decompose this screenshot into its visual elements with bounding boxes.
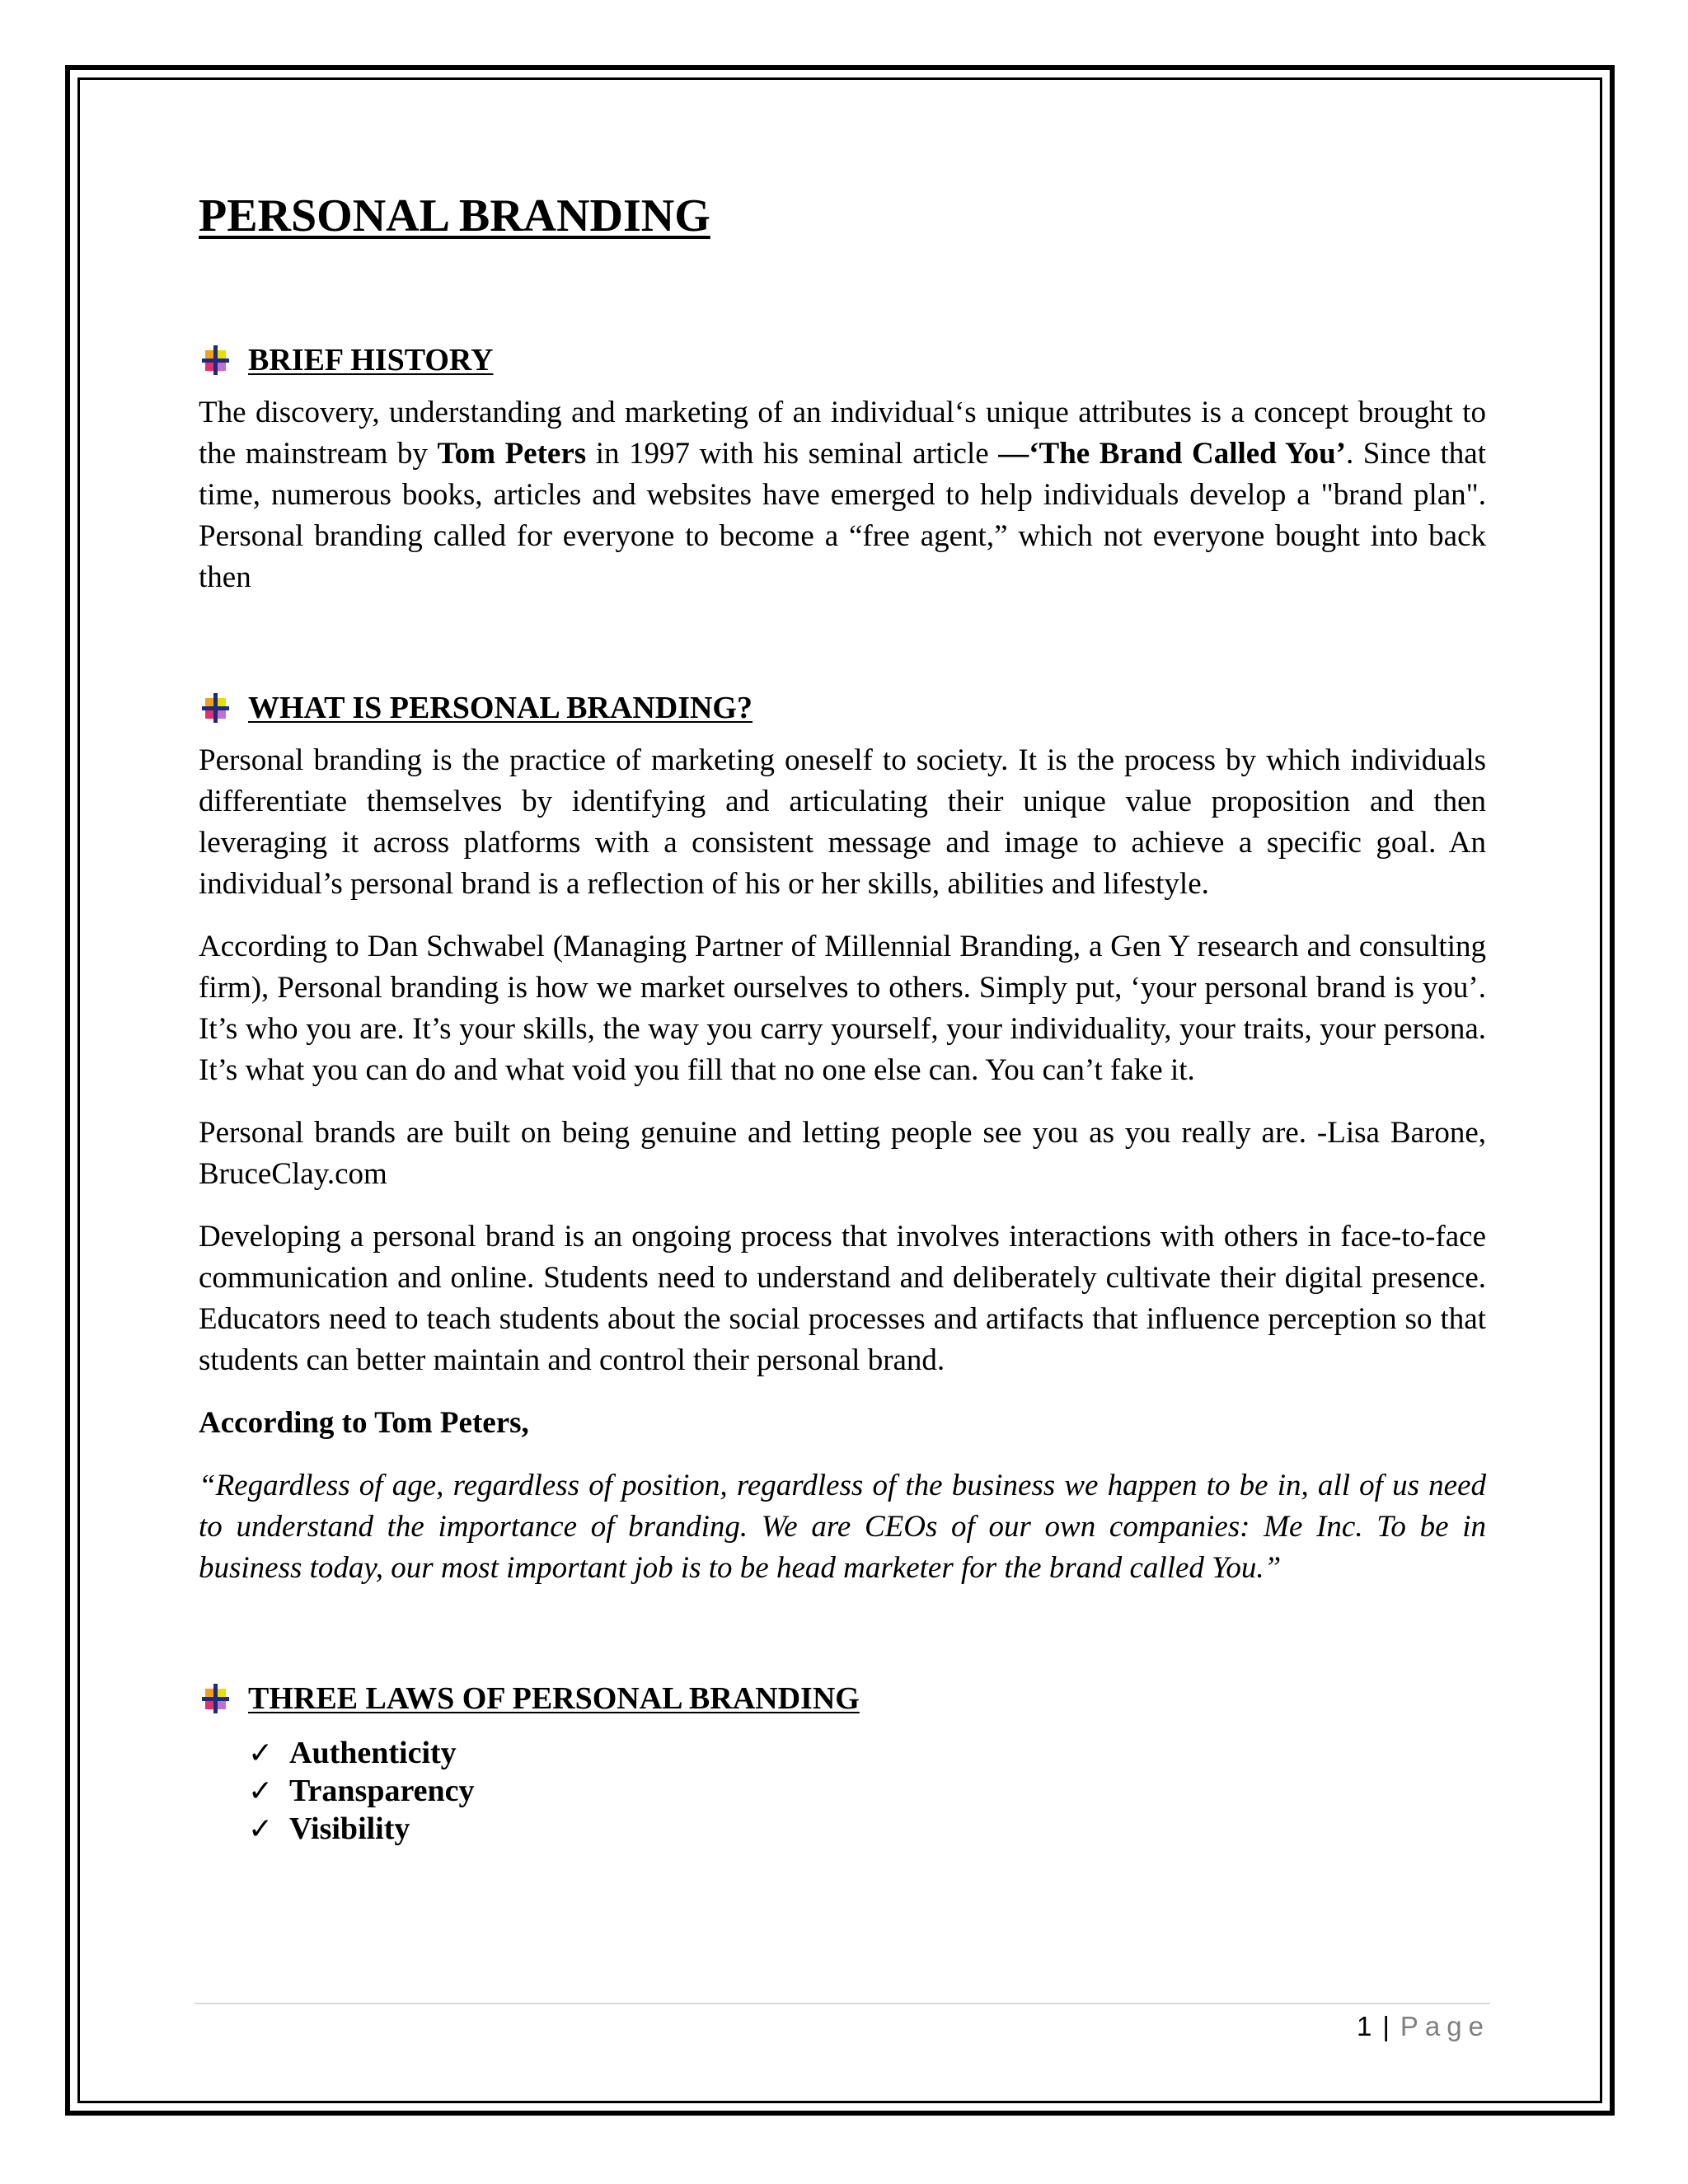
section-heading-what	[199, 687, 1486, 729]
laws-list	[199, 1734, 1486, 1848]
history-author: Tom Peters	[437, 437, 587, 471]
tom-peters-quote: “Regardless of age, regardless of position, regardless of the business we happen to be in, all of us need to understand the importance of branding. We are CEOs of our own companies: Me Inc. To be in business today, our most important job is to be head marketer for the brand called You.”	[199, 1469, 1486, 1586]
quote-intro: According to Tom Peters,	[199, 1406, 529, 1441]
section-heading-label: BRIEF HISTORY	[248, 343, 494, 378]
check-mark-icon: ✓	[248, 1812, 274, 1846]
what-paragraph-4: Developing a personal brand is an ongoing process that involves interactions with others in face-to-face communication and online. Students need to understand and deliberately cultivate their digital presence. Educators need to teach students about the social processes and artifacts that influence perception so that students can better maintain and control their personal brand.	[199, 1220, 1486, 1378]
list-item	[248, 1734, 1486, 1772]
section-heading-label: THREE LAWS OF PERSONAL BRANDING	[248, 1681, 860, 1717]
section-heading-history	[199, 340, 1486, 381]
law-label: Transparency	[289, 1774, 475, 1809]
law-label: Visibility	[289, 1811, 410, 1847]
list-item	[248, 1772, 1486, 1810]
history-text: . Since that time, numerous books, articles and websites have emerged to help individuals develop a "brand plan". Personal branding called for everyone to become a “free agent,” which not everyone bought into back then	[199, 437, 1486, 595]
page-title: PERSONAL BRANDING	[199, 190, 710, 241]
cross-star-bullet-icon	[199, 344, 232, 377]
what-paragraph-3: Personal brands are built on being genuine and letting people see you as you really are. -Lisa Barone, BruceClay.com	[199, 1116, 1486, 1192]
history-text: The discovery, understanding and marketing of an individual‘s unique attributes is a concept brought to the mainstream by	[199, 396, 1486, 471]
section-heading-label: WHAT IS PERSONAL BRANDING?	[248, 691, 753, 726]
history-paragraph	[199, 392, 1486, 598]
law-label: Authenticity	[289, 1736, 457, 1771]
cross-star-bullet-icon	[199, 1682, 232, 1715]
what-paragraph-2: According to Dan Schwabel (Managing Partner of Millennial Branding, a Gen Y research and consulting firm), Personal branding is how we market ourselves to others. Simply put, ‘your personal brand is you’. It’s who you are. It’s your skills, the way you carry yourself, your individuality, your traits, your persona. It’s what you can do and what void you fill that no one else can. You can’t fake it.	[199, 930, 1486, 1088]
page-number: 1	[1356, 2011, 1373, 2041]
history-article-title: ―‘The Brand Called You’	[998, 437, 1346, 471]
history-text: in 1997 with his seminal article	[586, 437, 999, 471]
list-item	[248, 1810, 1486, 1848]
footer-divider	[195, 2003, 1490, 2004]
page-label: Page	[1400, 2011, 1490, 2041]
page-footer	[1357, 2011, 1490, 2042]
section-heading-laws	[199, 1678, 1486, 1719]
check-mark-icon: ✓	[248, 1736, 274, 1770]
cross-star-bullet-icon	[199, 691, 232, 724]
document-body	[199, 190, 1486, 1848]
footer-separator: |	[1382, 2011, 1390, 2041]
check-mark-icon: ✓	[248, 1774, 274, 1808]
what-paragraph-1: Personal branding is the practice of marketing oneself to society. It is the process by which individuals differentiate themselves by identifying and articulating their unique value proposition and then leveraging it across platforms with a consistent message and image to achieve a specific goal. An individual’s personal brand is a reflection of his or her skills, abilities and lifestyle.	[199, 743, 1486, 902]
